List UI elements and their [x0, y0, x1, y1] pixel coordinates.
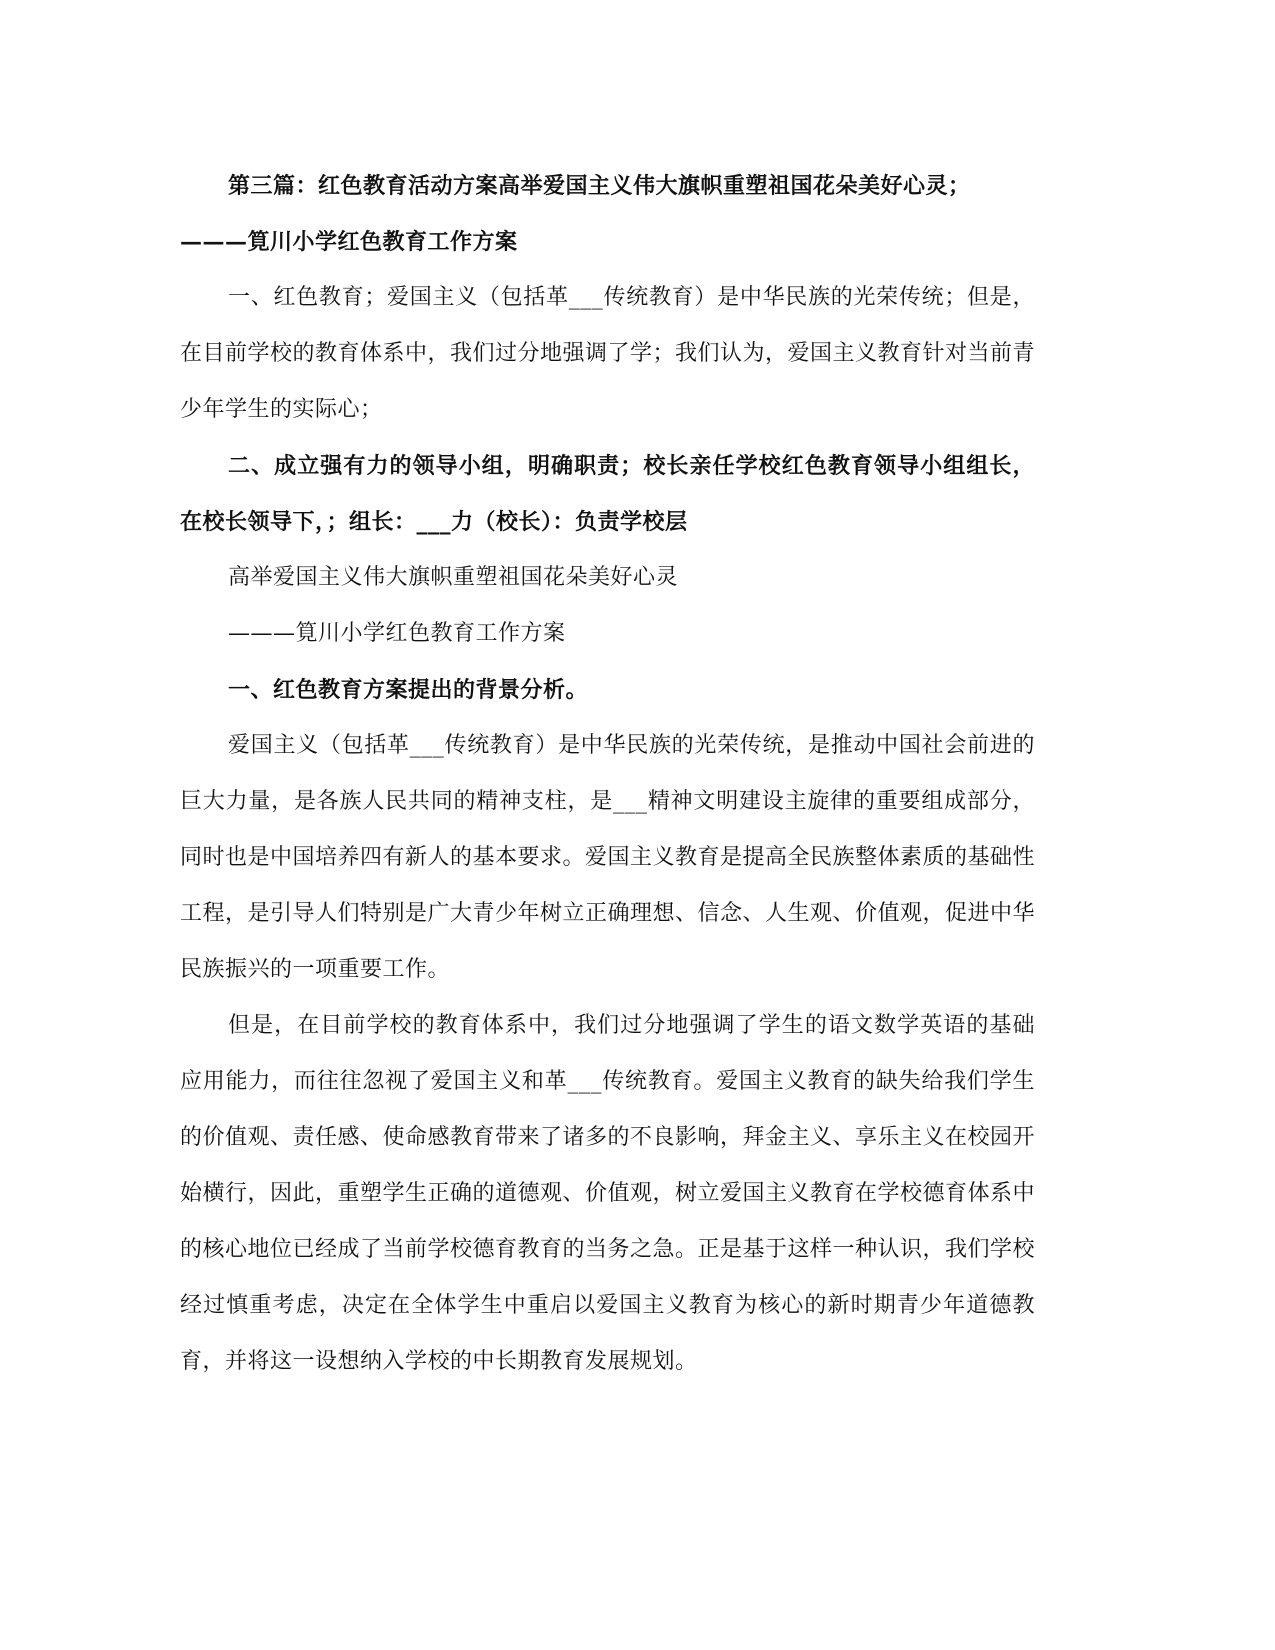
section-heading: 一、红色教育方案提出的背景分析。 [228, 677, 589, 703]
document-subtitle: ———筧川小学红色教育工作方案 [228, 621, 566, 646]
document-title: 高举爱国主义伟大旗帜重塑祖国花朵美好心灵 [228, 565, 679, 590]
document-heading-subtitle: ———筧川小学红色教育工作方案 [180, 229, 518, 255]
summary-paragraph-2: 二、成立强有力的领导小组，明确职责；校长亲任学校红色教育领导小组组长，在校长领导下，；组长：___力（校长）：负责学校层 [180, 453, 1035, 535]
body-paragraph-2: 但是，在目前学校的教育体系中，我们过分地强调了学生的语文数学英语的基础应用能力，而往往忽视了爱国主义和革___传统教育。爱国主义教育的缺失给我们学生的价值观、责任感、使命感教育带来了诸多的不良影响，拜金主义、享乐主义在校园开始横行，因此，重塑学生正确的道德观、价值观，树立爱国主义教育在学校德育体系中的核心地位已经成了当前学校德育教育的当务之急。正是基于这样一种认识，我们学校经过慎重考虑，决定在全体学生中重启以爱国主义教育为核心的新时期青少年道德教育，并将这一设想纳入学校的中长期教育发展规划。 [180, 1013, 1036, 1374]
document-heading: 第三篇：红色教育活动方案高举爱国主义伟大旗帜重塑祖国花朵美好心灵； [228, 173, 971, 199]
summary-paragraph-1: 一、红色教育；爱国主义（包括革___传统教育）是中华民族的光荣传统；但是，在目前学校的教育体系中，我们过分地强调了学；我们认为，爱国主义教育针对当前青少年学生的实际心； [180, 285, 1036, 422]
body-paragraph-1: 爱国主义（包括革___传统教育）是中华民族的光荣传统，是推动中国社会前进的巨大力量，是各族人民共同的精神支柱，是___精神文明建设主旋律的重要组成部分，同时也是中国培养四有新人的基本要求。爱国主义教育是提高全民族整体素质的基础性工程，是引导人们特别是广大青少年树立正确理想、信念、人生观、价值观，促进中华民族振兴的一项重要工作。 [180, 733, 1036, 982]
document-body [180, 158, 1035, 1390]
